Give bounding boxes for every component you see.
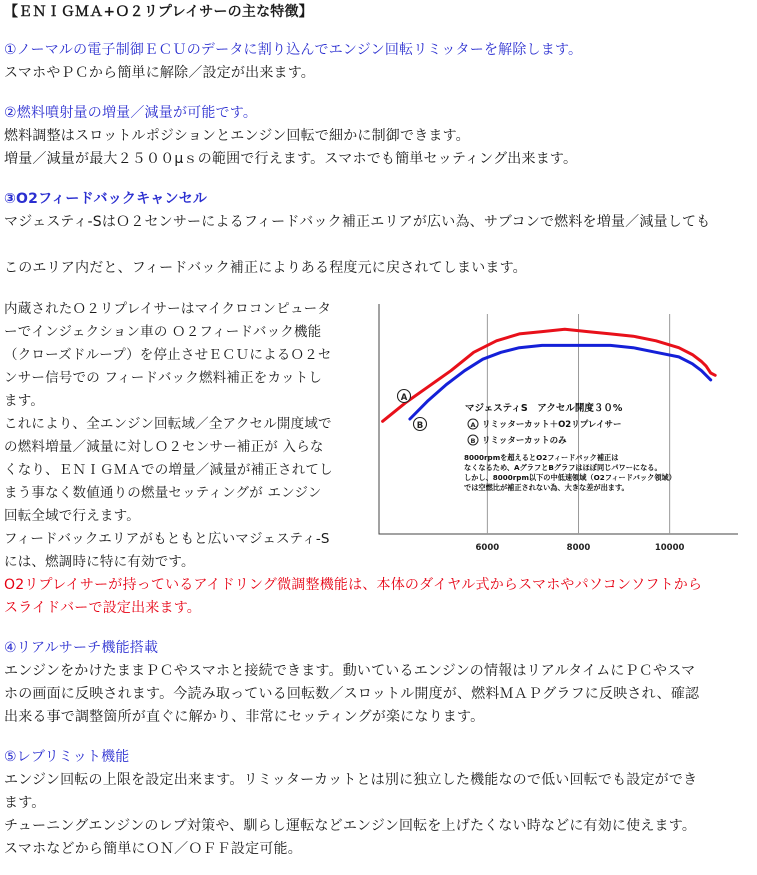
chart-note-line: 8000rpmを超えるとO2フィードバック補正は	[464, 453, 619, 462]
section4-line: 出来る事で調整箇所が直ぐに解かり、非常にセッティングが楽になります。	[4, 709, 485, 725]
section5-heading: ⑤レブリミット機能	[4, 749, 130, 765]
section3-body-line: （クローズドループ）を停止させＥＣＵによるＯ２セ	[4, 347, 332, 363]
section3-line: このエリア内だと、フィードバック補正によりある程度元に戻されてしまいます。	[4, 260, 527, 276]
section5-line: ます。	[4, 795, 46, 811]
chart-x-ticks	[476, 543, 685, 553]
power-comparison-chart	[378, 304, 738, 554]
chart-note-line: では空燃比が補正されない為、大きな差が出ます。	[464, 483, 629, 492]
chart-note-line: なくなるため、AグラフとBグラフはほぼ同じパワーになる。	[464, 463, 662, 472]
section3-body-line: の燃料増量／減量に対しＯ２センサー補正が 入らな	[4, 439, 324, 455]
section3-line: マジェスティ-SはＯ２センサーによるフィードバック補正エリアが広い為、サブコンで燃料を増量／減量しても	[4, 214, 711, 230]
section3-body-line: ンサー信号での フィードバック燃料補正をカットし	[4, 370, 323, 386]
idle-adjust-note: スライドバーで設定出来ます。	[4, 600, 201, 616]
section3-heading: ③O2フィードバックキャンセル	[4, 191, 208, 207]
section4-heading: ④リアルサーチ機能搭載	[4, 640, 159, 656]
section5-line: チューニングエンジンのレブ対策や、馴らし運転などエンジン回転を上げたくない時などに有効に使えます。	[4, 818, 697, 834]
section1-line: スマホやＰＣから簡単に解除／設定が出来ます。	[4, 65, 315, 81]
x-tick-label: 10000	[654, 543, 685, 553]
section3-body-line: には、燃調時に特に有効です。	[4, 554, 195, 570]
legend-b-marker: B	[470, 437, 476, 445]
idle-adjust-note: O2リプレイサーが持っているアイドリング微調整機能は、本体のダイヤル式からスマホやパソコンソフトから	[4, 577, 703, 593]
section3-body-line: これにより、全エンジン回転域／全アクセル開度域で	[4, 416, 332, 432]
legend-a-marker: A	[470, 421, 476, 429]
chart-svg	[378, 304, 738, 554]
legend-b-label: リミッターカットのみ	[482, 436, 567, 446]
chart-note-line: しかし、8000rpm以下の中低速領域（O2フィードバック領域）	[464, 473, 676, 482]
section3-body-line: 回転全域で行えます。	[4, 508, 140, 524]
series-b-marker-label: B	[416, 421, 424, 431]
section3-body-line: ーでインジェクション車の Ｏ２フィードバック機能	[4, 324, 322, 340]
section3-body-line: 内蔵されたＯ２リプレイサーはマイクロコンピュータ	[4, 301, 332, 317]
section3-body-line: くなり、ＥＮＩＧＭＡでの増量／減量が補正されてし	[4, 462, 333, 478]
section4-line: エンジンをかけたままＰＣやスマホと接続できます。動いているエンジンの情報はリアルタイムにＰＣやスマ	[4, 663, 696, 679]
section1-heading: ①ノーマルの電子制御ＥＣＵのデータに割り込んでエンジン回転リミッターを解除します。	[4, 42, 583, 58]
section2-heading: ②燃料噴射量の増量／減量が可能です。	[4, 105, 258, 121]
series-a-marker-label: A	[400, 393, 408, 403]
x-tick-label: 8000	[566, 543, 591, 553]
section2-line: 増量／減量が最大２５００μｓの範囲で行えます。スマホでも簡単セッティング出来ます。	[4, 151, 578, 167]
legend-a-label: リミッターカット＋O2リプレイサー	[482, 420, 622, 430]
x-tick-label: 6000	[475, 543, 500, 553]
chart-title: マジェスティS アクセル開度３０%	[465, 403, 623, 414]
section5-line: エンジン回転の上限を設定出来ます。リミッターカットとは別に独立した機能なので低い回転でも設定ができ	[4, 772, 698, 788]
page-title: 【ＥＮＩＧＭＡ+Ｏ２リプレイサーの主な特徴】	[4, 4, 313, 20]
chart-grid	[379, 304, 738, 534]
chart-axis	[379, 304, 738, 534]
section4-line: ホの画面に反映されます。今読み取っている回転数／スロットル開度が、燃料ＭＡＰグラフに反映され、確認	[4, 686, 700, 702]
section3-body-line: フィードバックエリアがもともと広いマジェスティ-S	[4, 531, 330, 547]
section3-body-line: まう事なく数値通りの燃量セッティングが エンジン	[4, 485, 322, 501]
section3-body-line: ます。	[4, 393, 45, 409]
section2-line: 燃料調整はスロットルポジションとエンジン回転で細かに制御できます。	[4, 128, 470, 144]
section5-line: スマホなどから簡単にＯＮ／ＯＦＦ設定可能。	[4, 841, 302, 857]
